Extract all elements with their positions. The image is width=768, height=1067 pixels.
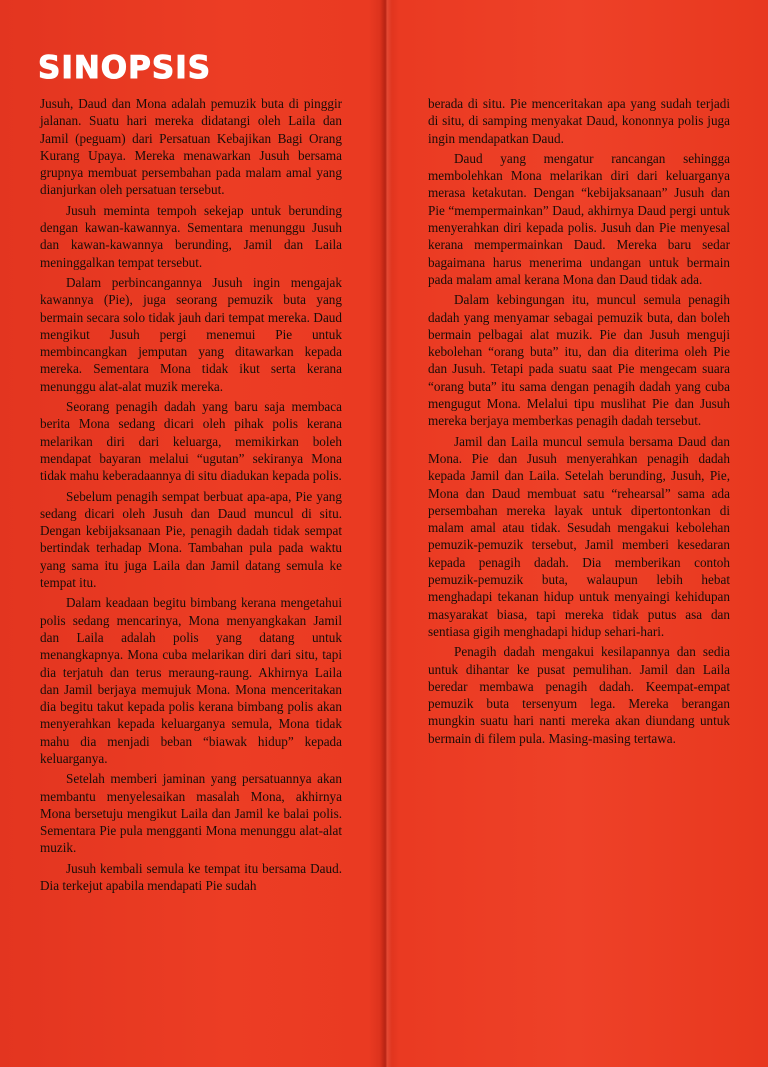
paragraph: Jusuh, Daud dan Mona adalah pemuzik buta di pinggir jalanan. Suatu hari mereka didatangi oleh Laila dan Jamil (peguam) dari Persatuan Kebajikan Bagi Orang Kurang Upaya. Mereka menawarkan Jusuh bersama grupnya membuat persembahan pada malam amal yang dianjurkan oleh persatuan tersebut. [40, 96, 342, 198]
paragraph: Jusuh kembali semula ke tempat itu bersama Daud. Dia terkejut apabila mendapati Pie sudah [40, 860, 342, 894]
paragraph: Daud yang mengatur rancangan sehingga membolehkan Mona melarikan diri dari keluarganya merasa ketakutan. Dengan “kebijaksanaan” Jusuh dan Pie “mempermainkan” Daud, akhirnya Daud pergi untuk menyerahkan diri kepada polis. Jusuh dan Pie menyesal kerana mempermainkan Daud. Mereka baru sedar bagaimana harus menerima undangan untuk bermain pada malam amal kerana Mona dan Daud tidak ada. [428, 150, 730, 287]
left-column [40, 95, 342, 897]
paragraph: Sebelum penagih sempat berbuat apa-apa, Pie yang sedang dicari oleh Jusuh dan Daud muncul di situ. Dengan kebijaksanaan Pie, penagih dadah tidak sempat bertindak terhadap Mona. Tambahan pula pada waktu yang sama itu juga Laila dan Jamil datang semula ke tempat itu. [40, 488, 342, 591]
paragraph: Dalam keadaan begitu bimbang kerana mengetahui polis sedang mencarinya, Mona menyangkakan Jamil dan Laila adalah polis yang datang untuk menangkapnya. Mona cuba melarikan diri dari situ, tapi dia terjatuh dan terus meraung-raung. Akhirnya Laila dan Jamil berjaya memujuk Mona. Mona menceritakan dia begitu takut kepada polis kerana bimbang polis akan menyerahkan kepada keluarganya semula, Mona tidak mahu dia menjadi beban “biawak hidup” kepada keluarganya. [40, 595, 342, 766]
paragraph: Dalam kebingungan itu, muncul semula penagih dadah yang menyamar sebagai pemuzik buta, dan boleh bermain pelbagai alat muzik. Pie dan Jusuh menguji kebolehan “orang buta” itu, dan dia diterima oleh Pie dan Jusuh. Tetapi pada suatu saat Pie mengecam suara “orang buta” itu sama dengan penagih dadah yang cuba mengugut Mona. Melalui tipu muslihat Pie dan Jusuh mereka berjaya memberkas penagih dadah tersebut. [428, 292, 730, 429]
paragraph: Dalam perbincangannya Jusuh ingin mengajak kawannya (Pie), juga seorang pemuzik buta yang bermain secara solo tidak jauh dari tempat mereka. Daud mengikut Jusuh pergi menemui Pie untuk membincangkan jemputan yang ditawarkan kepada mereka. Sementara Mona tidak ikut serta kerana menunggu alat-alat muzik mereka. [40, 274, 342, 394]
paragraph: berada di situ. Pie menceritakan apa yang sudah terjadi di situ, di samping menyakat Daud, kononnya polis juga ingin mendapatkan Daud. [428, 96, 730, 146]
paragraph: Penagih dadah mengakui kesilapannya dan sedia untuk dihantar ke pusat pemulihan. Jamil dan Laila beredar membawa penagih dadah. Keempat-empat pemuzik buta tersenyum lega. Mereka berangan mungkin suatu hari nanti mereka akan diundang untuk bermain di filem pula. Masing-masing tertawa. [428, 644, 730, 746]
paragraph: Setelah memberi jaminan yang persatuannya akan membantu menyelesaikan masalah Mona, akhirnya Mona bersetuju mengikut Laila dan Jamil ke balai polis. Sementara Pie pula mengganti Mona menunggu alat-alat muzik. [40, 771, 342, 856]
paragraph: Jusuh meminta tempoh sekejap untuk berunding dengan kawan-kawannya. Sementara menunggu Jusuh dan kawan-kawannya berunding, Jamil dan Laila meninggalkan tempat tersebut. [40, 202, 342, 270]
paragraph: Seorang penagih dadah yang baru saja membaca berita Mona sedang dicari oleh pihak polis kerana melarikan diri dari keluarga, memikirkan boleh mendapat bayaran melalui “ugutan” sekiranya Mona tidak mahu keberadaannya di situ diadukan kepada polis. [40, 399, 342, 484]
page-title: SINOPSIS [38, 50, 212, 86]
center-fold [380, 0, 392, 1067]
paragraph: Jamil dan Laila muncul semula bersama Daud dan Mona. Pie dan Jusuh menyerahkan penagih dadah kepada Jamil dan Laila. Setelah berunding, Jusuh, Pie, Mona dan Daud membuat satu “rehearsal” sama ada persembahan mereka layak untuk dipertontonkan di malam amal atau tidak. Sesudah mengakui kebolehan pemuzik-pemuzik tersebut, Jamil memberi kesedaran kepada penagih dadah. Dia memberikan contoh pemuzik-pemuzik buta, walaupun lebih hebat menghadapi tekanan hidup untuk menyaingi kehidupan masyarakat biasa, tapi mereka tidak putus asa dan sentiasa gigih menghadapi hidup sehari-hari. [428, 433, 730, 639]
right-column [428, 95, 730, 750]
